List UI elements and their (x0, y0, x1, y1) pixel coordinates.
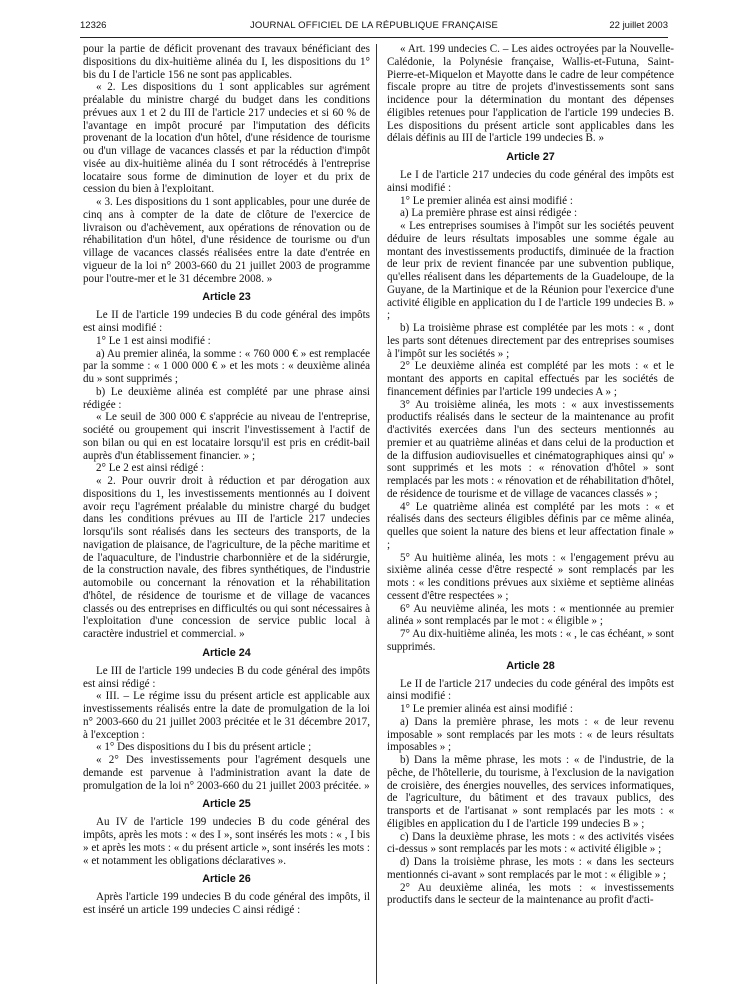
paragraph: 6° Au neuvième alinéa, les mots : « mentionnée au premier alinéa » sont remplacés par le mot : « éligible » ; (387, 602, 674, 628)
paragraph: 3° Au troisième alinéa, les mots : « aux investissements productifs réalisés dans le secteur de la maintenance au profit d'activités exercées dans l'un des secteurs mentionnés au premier et au quatrième alinéas et dans celui de la production et de la diffusion audiovisuelles et cinématographiques ainsi qu' » sont supprimés et les mots : « rénovation d'hôtel » sont remplacés par les mots : « rénovation et de réhabilitation d'hôtel, de résidence de tourisme et de village de vacances classés » ; (387, 398, 674, 500)
paragraph: « Le seuil de 300 000 € s'apprécie au niveau de l'entreprise, société ou groupement qui inscrit l'investissement à l'actif de son bilan ou qui en est locataire lorsqu'il est pris en crédit-bail auprès d'un établissement financier. » ; (83, 411, 370, 462)
right-column (387, 43, 674, 907)
paragraph: « 2° Des investissements pour l'agrément desquels une demande est parvenue à l'administration avant la date de promulgation de la loi n° 2003-660 du 21 juillet 2003 précitée. » (83, 754, 370, 792)
left-column (83, 43, 370, 917)
paragraph: 1° Le premier alinéa est ainsi modifié : (400, 194, 573, 207)
paragraph: Le II de l'article 217 undecies du code général des impôts est ainsi modifié : (387, 677, 674, 703)
paragraph: 1° Le 1 est ainsi modifié : (96, 334, 211, 347)
paragraph: b) La troisième phrase est complétée par les mots : « , dont les parts sont détenues directement par des entreprises soumises à l'impôt sur les sociétés » ; (387, 322, 674, 360)
paragraph: 5° Au huitième alinéa, les mots : « l'engagement prévu au sixième alinéa cesse d'être respecté » sont remplacés par les mots : « les conditions prévues aux sixième et septième alinéas cessent d'être respectées » ; (387, 551, 674, 602)
paragraph: Au IV de l'article 199 undecies B du code général des impôts, après les mots : « des I », sont insérés les mots : « , I bis » et après les mots : « du présent article », sont insérés les mots : « et notamment les obligations déclaratives ». (83, 816, 370, 867)
publication-date: 22 juillet 2003 (609, 20, 668, 31)
paragraph: « Art. 199 undecies C. – Les aides octroyées par la Nouvelle-Calédonie, la Polynésie française, Wallis-et-Futuna, Saint-Pierre-et-Miquelon et Mayotte dans le cadre de leur compétence fiscale propre au titre de projets d'investissements sont sans incidence pour la détermination du montant des dépenses éligibles retenues pour l'application de l'article 199 undecies B. Les dispositions du présent article sont applicables dans les délais définis au III de l'article 199 undecies B. » (387, 43, 674, 145)
paragraph: « Les entreprises soumises à l'impôt sur les sociétés peuvent déduire de leurs résultats imposables une somme égale au montant des investissements productifs, diminuée de la fraction de leur prix de revient financée par une subvention publique, qu'elles réalisent dans les départements de la Guadeloupe, de la Guyane, de la Martinique et de la Réunion pour l'exercice d'une activité éligible en application du I de l'article 199 undecies B. » ; (387, 220, 674, 322)
article-heading: Article 23 (202, 291, 251, 304)
paragraph: « 1° Des dispositions du I bis du présent article ; (96, 741, 312, 754)
paragraph: c) Dans la deuxième phrase, les mots : « des activités visées ci-dessus » sont remplacés par les mots : « activité éligible » ; (387, 830, 674, 856)
paragraph: a) Au premier alinéa, la somme : « 760 000 € » est remplacée par la somme : « 1 000 000 € » et les mots : « deuxième alinéa du » sont supprimés ; (83, 347, 370, 385)
paragraph: a) Dans la première phrase, les mots : « de leur revenu imposable » sont remplacés par les mots : « de leurs résultats imposables » ; (387, 715, 674, 754)
column-divider (376, 44, 377, 984)
paragraph: Après l'article 199 undecies B du code général des impôts, il est inséré un article 199 undecies C ainsi rédigé : (83, 891, 370, 916)
paragraph: Le II de l'article 199 undecies B du code général des impôts est ainsi modifié : (83, 309, 370, 334)
journal-title: JOURNAL OFFICIEL DE LA RÉPUBLIQUE FRANÇAISE (249, 20, 499, 31)
paragraph: « 2. Les dispositions du 1 sont applicables sur agrément préalable du ministre chargé du budget dans les conditions prévues aux 1 et 2 du III de l'article 217 undecies et si 60 % de l'avantage en impôt procuré par l'imputation des déficits provenant de la location d'un hôtel, d'une résidence de tourisme ou d'un village de vacances classés et par la réduction d'impôt visée au dix-huitième alinéa du I sont rétrocédés à l'entreprise locataire sous forme de diminution de loyer et du prix de cession du bien à l'exploitant. (83, 81, 370, 196)
article-heading: Article 24 (202, 646, 251, 659)
paragraph: pour la partie de déficit provenant des travaux bénéficiant des dispositions du dix-huitième alinéa du I, les dispositions du 1° bis du I de l'article 156 ne sont pas applicables. (83, 43, 370, 81)
paragraph: Le I de l'article 217 undecies du code général des impôts est ainsi modifié : (387, 169, 674, 194)
paragraph: a) La première phrase est ainsi rédigée : (400, 207, 578, 220)
paragraph: 1° Le premier alinéa est ainsi modifié : (400, 703, 573, 715)
page-number: 12326 (80, 20, 107, 31)
paragraph: b) Dans la même phrase, les mots : « de l'industrie, de la pêche, de l'hôtellerie, du tourisme, à l'exclusion de la navigation de croisière, des énergies nouvelles, des services informatiques, de l'agriculture, du bâtiment et des travaux publics, des transports et de l'artisanat » sont remplacés par les mots : « éligibles en application du I de l'article 199 undecies B » ; (387, 754, 674, 830)
paragraph: 2° Au deuxième alinéa, les mots : « investissements productifs dans le secteur de la maintenance au profit d'acti- (387, 881, 674, 907)
paragraph: « III. – Le régime issu du présent article est applicable aux investissements réalisés entre la date de promulgation de la loi n° 2003-660 du 21 juillet 2003 précitée et le 31 décembre 2017, à l'exception : (83, 690, 370, 741)
paragraph: « 2. Pour ouvrir droit à réduction et par dérogation aux dispositions du 1, les investissements mentionnés au I doivent avoir reçu l'agrément préalable du ministre chargé du budget dans les conditions prévues au III de l'article 217 undecies lorsqu'ils sont réalisés dans les secteurs des transports, de la navigation de plaisance, de l'agriculture, de la pêche maritime et de l'aquaculture, de l'industrie charbonnière et de la sidérurgie, de la construction navale, des fibres synthétiques, de l'industrie automobile ou concernant la rénovation et la réhabilitation d'hôtel, de résidence de tourisme et de village de vacances classés ou des entreprises en difficultés ou qui sont nécessaires à l'exploitation d'une concession de service public local à caractère industriel et commercial. » (83, 475, 370, 640)
article-heading: Article 27 (506, 151, 555, 163)
article-heading: Article 26 (202, 873, 251, 886)
article-heading: Article 25 (202, 798, 251, 811)
paragraph: 4° Le quatrième alinéa est complété par les mots : « et réalisés dans des secteurs éligibles définis par ce même alinéa, quelles que soient la nature des biens et leur affectation finale » ; (387, 500, 674, 551)
paragraph: b) Le deuxième alinéa est complété par une phrase ainsi rédigée : (83, 385, 370, 411)
paragraph: 2° Le deuxième alinéa est complété par les mots : « et le montant des apports en capital effectués par les sociétés de financement définies par l'article 199 undecies A » ; (387, 360, 674, 398)
header-rule (80, 37, 668, 38)
paragraph: d) Dans la troisième phrase, les mots : « dans les secteurs mentionnés ci-avant » sont remplacés par le mot : « éligible » ; (387, 856, 674, 881)
page-header (80, 20, 668, 36)
paragraph: 7° Au dix-huitième alinéa, les mots : « , le cas échéant, » sont supprimés. (387, 628, 674, 653)
paragraph: « 3. Les dispositions du 1 sont applicables, pour une durée de cinq ans à compter de la date de clôture de l'exercice de livraison ou d'achèvement, aux opérations de rénovation ou de réhabilitation d'un hôtel, d'une résidence de tourisme ou d'un village de vacances classés réalisées entre la date d'entrée en vigueur de la loi n° 2003-660 du 21 juillet 2003 de programme pour l'outre-mer et le 31 décembre 2008. » (83, 196, 370, 285)
paragraph: Le III de l'article 199 undecies B du code général des impôts est ainsi rédigé : (83, 664, 370, 690)
paragraph: 2° Le 2 est ainsi rédigé : (96, 462, 204, 475)
article-heading: Article 28 (506, 659, 555, 672)
